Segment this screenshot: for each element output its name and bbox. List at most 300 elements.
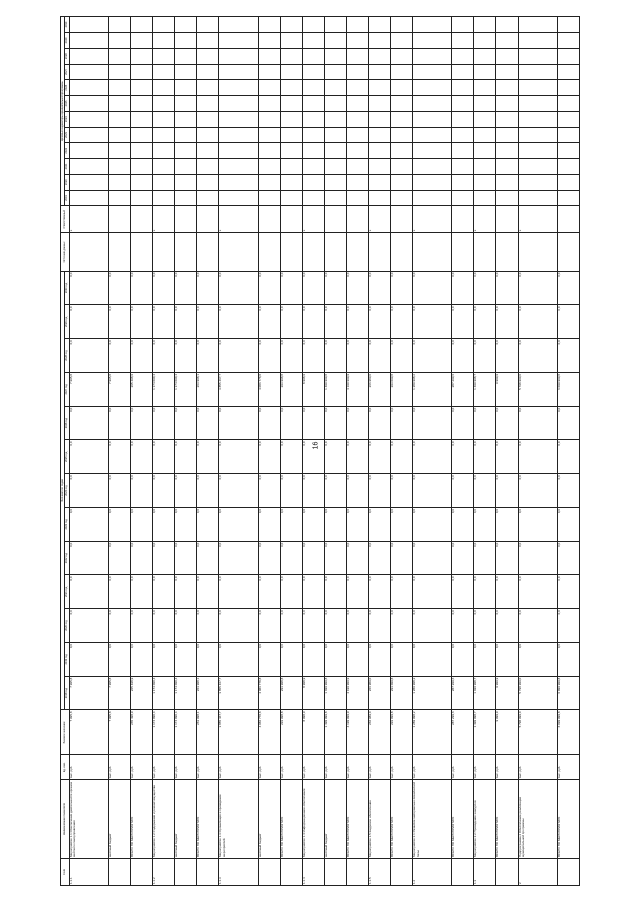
row-value: 0,0 xyxy=(302,474,324,508)
row-right-cell xyxy=(175,17,197,33)
row-value: 0,0 xyxy=(368,339,390,373)
row-right-cell xyxy=(413,111,452,127)
table-row xyxy=(324,17,346,886)
header-year-4: 2022 год xyxy=(65,541,69,575)
row-responsible xyxy=(258,206,280,233)
row-right-cell xyxy=(131,127,153,143)
row-responsible xyxy=(346,206,368,233)
row-right-cell xyxy=(69,96,108,112)
row-right-cell xyxy=(413,33,452,49)
row-code xyxy=(557,859,579,886)
row-right-cell xyxy=(557,80,579,96)
row-right-cell xyxy=(496,33,518,49)
row-unit: тыс. руб. xyxy=(131,755,153,780)
row-value: 7 995,8 xyxy=(108,676,130,710)
row-value: 0,0 xyxy=(258,440,280,474)
row-right-cell xyxy=(153,111,175,127)
row-right-cell xyxy=(108,64,130,80)
row-value: 0,0 xyxy=(557,406,579,440)
row-value: 0,0 xyxy=(557,609,579,643)
row-right-cell xyxy=(346,96,368,112)
row-right-cell xyxy=(219,111,258,127)
row-value: 6 099 999,8 xyxy=(557,676,579,710)
row-right-cell xyxy=(131,96,153,112)
row-right-cell xyxy=(69,174,108,190)
row-value: 0,0 xyxy=(452,406,474,440)
header-right-year-11: 2030 xyxy=(65,17,69,33)
row-value: 1 499 999,8 xyxy=(324,676,346,710)
row-value: 0,0 xyxy=(280,339,302,373)
table-row xyxy=(496,17,518,886)
row-value: 6 099 999,8 xyxy=(557,373,579,407)
row-value: 0,0 xyxy=(153,508,175,542)
row-code xyxy=(452,859,474,886)
row-value: 0,0 xyxy=(175,271,197,305)
row-base: 287 299,6 xyxy=(452,710,474,755)
row-name: Мероприятие 1.2 Содержание и ремонт имущества xyxy=(153,780,175,859)
row-right-cell xyxy=(346,127,368,143)
row-value: 0,0 xyxy=(219,541,258,575)
row-value: 0,0 xyxy=(391,643,413,677)
row-responsible xyxy=(496,206,518,233)
row-source xyxy=(197,233,219,271)
row-value: 0,0 xyxy=(391,339,413,373)
row-right-cell xyxy=(175,33,197,49)
row-value: 0,0 xyxy=(496,643,518,677)
row-name: Мероприятие 1.4 Информационное обеспечение xyxy=(302,780,324,859)
row-right-cell xyxy=(413,17,452,33)
header-right-year-9: 2028 xyxy=(65,48,69,64)
row-value: 3 855 467,7 xyxy=(219,676,258,710)
row-value: 0,0 xyxy=(324,474,346,508)
row-value: 0,0 xyxy=(197,474,219,508)
row-right-cell xyxy=(197,111,219,127)
row-unit: тыс. руб. xyxy=(69,755,108,780)
row-value: 0,0 xyxy=(153,643,175,677)
row-responsible: х xyxy=(474,206,496,233)
row-right-cell xyxy=(153,143,175,159)
row-value: 0,0 xyxy=(474,575,496,609)
row-value: 0,0 xyxy=(197,305,219,339)
row-right-cell xyxy=(346,159,368,175)
header-right-year-1: 2020 xyxy=(65,174,69,190)
row-name: местный бюджет xyxy=(175,780,197,859)
row-responsible xyxy=(557,206,579,233)
row-value: 0,0 xyxy=(153,474,175,508)
row-right-cell xyxy=(474,80,496,96)
row-right-cell xyxy=(302,190,324,206)
table-row xyxy=(280,17,302,886)
row-value: 0,0 xyxy=(557,541,579,575)
row-name: ВСЕГО ПО МЕРОПРИЯТИЮ xyxy=(346,780,368,859)
row-source xyxy=(258,233,280,271)
row-right-cell xyxy=(108,96,130,112)
table-row xyxy=(413,17,452,886)
row-source xyxy=(324,233,346,271)
row-right-cell xyxy=(346,80,368,96)
row-base: 6 099 999,8 xyxy=(557,710,579,755)
row-right-cell xyxy=(219,143,258,159)
row-right-cell xyxy=(324,33,346,49)
row-source xyxy=(368,233,390,271)
row-value: 0,0 xyxy=(413,575,452,609)
row-right-cell xyxy=(496,190,518,206)
row-value: 0,0 xyxy=(413,474,452,508)
row-value: 0,0 xyxy=(324,305,346,339)
row-value: 0,0 xyxy=(391,508,413,542)
row-value: 0,0 xyxy=(346,339,368,373)
row-value: 0,0 xyxy=(474,474,496,508)
row-value: 0,0 xyxy=(391,575,413,609)
row-right-cell xyxy=(496,143,518,159)
row-value: 293 099,8 xyxy=(391,676,413,710)
row-value: 0,0 xyxy=(258,305,280,339)
header-right-year-5: 2024 xyxy=(65,111,69,127)
row-right-cell xyxy=(452,80,474,96)
row-value: 0,0 xyxy=(108,339,130,373)
row-unit: тыс. руб. xyxy=(153,755,175,780)
row-right-cell xyxy=(391,33,413,49)
row-name: ВСЕГО ПО МЕРОПРИЯТИЮ xyxy=(557,780,579,859)
row-value: 263 998,1 xyxy=(197,676,219,710)
row-right-cell xyxy=(175,143,197,159)
row-value: 0,0 xyxy=(496,339,518,373)
row-value: 0,0 xyxy=(368,643,390,677)
table-row xyxy=(368,17,390,886)
row-value: 0,0 xyxy=(108,305,130,339)
row-value: 0,0 xyxy=(452,339,474,373)
row-value: 293 998,8 xyxy=(280,373,302,407)
row-right-cell xyxy=(219,48,258,64)
row-code xyxy=(175,859,197,886)
table-row xyxy=(131,17,153,886)
row-value: 0,0 xyxy=(175,474,197,508)
row-value: 0,0 xyxy=(324,541,346,575)
row-source xyxy=(474,233,496,271)
row-right-cell xyxy=(413,96,452,112)
row-right-cell xyxy=(302,80,324,96)
row-value: 0,0 xyxy=(413,508,452,542)
row-value: 0,0 xyxy=(452,305,474,339)
row-right-cell xyxy=(391,96,413,112)
row-value: 293 099,8 xyxy=(391,373,413,407)
row-source xyxy=(391,233,413,271)
row-value: 0,0 xyxy=(69,575,108,609)
row-value: 0,0 xyxy=(368,305,390,339)
row-right-cell xyxy=(452,190,474,206)
row-value: 7 995,8 xyxy=(69,676,108,710)
table-row xyxy=(258,17,280,886)
row-value: 0,0 xyxy=(368,440,390,474)
row-value: 0,0 xyxy=(280,271,302,305)
row-base: 5 798 999,0 xyxy=(518,710,557,755)
row-name: Подпрограмма 2 Обеспечение реализации муниципальной программы xyxy=(518,780,557,859)
row-right-cell xyxy=(518,159,557,175)
row-name: местный бюджет xyxy=(324,780,346,859)
row-base: 7 995,8 xyxy=(69,710,108,755)
row-right-cell xyxy=(219,17,258,33)
row-right-cell xyxy=(452,174,474,190)
row-value: 0,0 xyxy=(69,609,108,643)
row-right-cell xyxy=(518,33,557,49)
row-right-cell xyxy=(324,190,346,206)
row-right-cell xyxy=(413,190,452,206)
row-value: 0,0 xyxy=(302,609,324,643)
row-base: 4 086 778,8 xyxy=(258,710,280,755)
row-value: 0,0 xyxy=(452,508,474,542)
row-right-cell xyxy=(302,64,324,80)
row-value: 0,0 xyxy=(496,508,518,542)
row-value: 0,0 xyxy=(131,406,153,440)
row-name: Мероприятие 2.2 Проведение конкурсов xyxy=(474,780,496,859)
row-value: 0,0 xyxy=(258,575,280,609)
row-value: 0,0 xyxy=(346,440,368,474)
row-right-cell xyxy=(474,111,496,127)
row-responsible: х xyxy=(69,206,108,233)
row-value: 0,0 xyxy=(413,305,452,339)
row-code: 2 xyxy=(518,859,557,886)
row-right-cell xyxy=(175,159,197,175)
row-right-cell xyxy=(108,48,130,64)
row-right-cell xyxy=(302,17,324,33)
row-right-cell xyxy=(413,80,452,96)
row-right-cell xyxy=(391,143,413,159)
row-right-cell xyxy=(131,143,153,159)
header-code: Code xyxy=(61,859,70,886)
row-value: 0,0 xyxy=(219,508,258,542)
row-right-cell xyxy=(175,111,197,127)
row-value: 0,0 xyxy=(175,339,197,373)
row-right-cell xyxy=(452,48,474,64)
row-value: 0,0 xyxy=(131,271,153,305)
row-value: 0,0 xyxy=(153,339,175,373)
row-value: 0,0 xyxy=(197,271,219,305)
row-value: 0,0 xyxy=(474,541,496,575)
row-responsible xyxy=(175,206,197,233)
row-right-cell xyxy=(175,174,197,190)
row-right-cell xyxy=(474,64,496,80)
row-value: 0,0 xyxy=(258,541,280,575)
header-year-2: 2020 год xyxy=(65,609,69,643)
row-code: 1.1.3 xyxy=(219,859,258,886)
row-right-cell xyxy=(518,64,557,80)
row-right-cell xyxy=(346,48,368,64)
row-right-cell xyxy=(131,64,153,80)
table-row xyxy=(346,17,368,886)
row-right-cell xyxy=(258,143,280,159)
row-right-cell xyxy=(197,143,219,159)
row-source xyxy=(346,233,368,271)
row-name: местный бюджет xyxy=(108,780,130,859)
row-right-cell xyxy=(324,96,346,112)
row-value: 0,0 xyxy=(346,305,368,339)
row-name: ВСЕГО ПО МЕРОПРИЯТИЮ xyxy=(280,780,302,859)
row-value: 0,0 xyxy=(131,575,153,609)
row-right-cell xyxy=(197,174,219,190)
header-year-11: 2029 год xyxy=(65,305,69,339)
row-value: 0,0 xyxy=(197,643,219,677)
row-value: 265 498,9 xyxy=(131,373,153,407)
table-row xyxy=(175,17,197,886)
row-value: 0,0 xyxy=(518,305,557,339)
row-value: 0,0 xyxy=(368,575,390,609)
row-right-cell xyxy=(452,127,474,143)
row-value: 0,0 xyxy=(346,541,368,575)
table-body xyxy=(69,17,579,886)
row-value: 0,0 xyxy=(557,305,579,339)
header-right-year-8: 2027 xyxy=(65,64,69,80)
row-source xyxy=(413,233,452,271)
row-responsible: х xyxy=(219,206,258,233)
row-right-cell xyxy=(280,64,302,80)
row-right-cell xyxy=(518,111,557,127)
row-value: 0,0 xyxy=(175,440,197,474)
row-code xyxy=(496,859,518,886)
row-value: 0,0 xyxy=(197,508,219,542)
row-right-cell xyxy=(518,17,557,33)
row-responsible xyxy=(324,206,346,233)
row-source xyxy=(452,233,474,271)
row-value: 0,0 xyxy=(175,541,197,575)
row-right-cell xyxy=(258,17,280,33)
row-right-cell xyxy=(197,48,219,64)
row-source xyxy=(108,233,130,271)
row-right-cell xyxy=(518,143,557,159)
row-value: 0,0 xyxy=(175,643,197,677)
row-right-cell xyxy=(452,17,474,33)
row-value: 1 174 090,4 xyxy=(153,676,175,710)
row-right-cell xyxy=(69,48,108,64)
row-value: 0,0 xyxy=(175,406,197,440)
row-base: 293 998,8 xyxy=(280,710,302,755)
row-value: 0,0 xyxy=(474,271,496,305)
row-right-cell xyxy=(496,48,518,64)
row-base: 293 099,8 xyxy=(391,710,413,755)
header-year-3: 2021 год xyxy=(65,575,69,609)
row-right-cell xyxy=(368,64,390,80)
row-value: 1 174 090,4 xyxy=(175,676,197,710)
header-right-year-10: 2029 xyxy=(65,33,69,49)
row-unit: тыс. руб. xyxy=(219,755,258,780)
row-value: 0,0 xyxy=(153,541,175,575)
row-value: 0,0 xyxy=(496,440,518,474)
row-value: 0,0 xyxy=(368,474,390,508)
row-value: 0,0 xyxy=(496,305,518,339)
row-value: 0,0 xyxy=(452,271,474,305)
row-base: 7 995,8 xyxy=(108,710,130,755)
row-right-cell xyxy=(346,143,368,159)
row-unit: тыс. руб. xyxy=(368,755,390,780)
row-right-cell xyxy=(280,111,302,127)
row-name: ВСЕГО ПО МЕРОПРИЯТИЮ xyxy=(496,780,518,859)
row-base: 1 499 998,7 xyxy=(474,710,496,755)
row-right-cell xyxy=(496,64,518,80)
row-right-cell xyxy=(391,111,413,127)
row-right-cell xyxy=(197,96,219,112)
table-row xyxy=(557,17,579,886)
row-value: 0,0 xyxy=(219,305,258,339)
row-right-cell xyxy=(474,48,496,64)
row-value: 0,0 xyxy=(108,508,130,542)
row-value: 0,0 xyxy=(413,609,452,643)
row-value: 0,0 xyxy=(280,609,302,643)
row-right-cell xyxy=(302,159,324,175)
row-code: 1.1.5 xyxy=(368,859,390,886)
row-value: 0,0 xyxy=(219,609,258,643)
row-value: 0,0 xyxy=(131,474,153,508)
row-right-cell xyxy=(219,174,258,190)
row-value: 0,0 xyxy=(324,339,346,373)
row-value: 0,0 xyxy=(69,271,108,305)
row-value: 0,0 xyxy=(368,541,390,575)
row-value: 0,0 xyxy=(131,508,153,542)
row-code xyxy=(197,859,219,886)
row-right-cell xyxy=(557,174,579,190)
row-value: 0,0 xyxy=(518,406,557,440)
row-value: 0,0 xyxy=(474,305,496,339)
row-right-cell xyxy=(219,190,258,206)
row-right-cell xyxy=(413,174,452,190)
row-right-cell xyxy=(108,159,130,175)
row-right-cell xyxy=(153,48,175,64)
row-value: 0,0 xyxy=(197,575,219,609)
row-value: 0,0 xyxy=(474,339,496,373)
row-base: 4 199 999,9 xyxy=(346,710,368,755)
row-right-cell xyxy=(197,127,219,143)
row-right-cell xyxy=(69,190,108,206)
table-row xyxy=(474,17,496,886)
row-source xyxy=(302,233,324,271)
row-value: 0,0 xyxy=(280,406,302,440)
row-value: 0,0 xyxy=(368,609,390,643)
row-value: 0,0 xyxy=(324,575,346,609)
row-right-cell xyxy=(197,17,219,33)
row-value: 0,0 xyxy=(69,643,108,677)
row-value: 0,0 xyxy=(557,339,579,373)
header-source: Источник данных xyxy=(61,233,70,271)
row-name: ВСЕГО ПО МЕРОПРИЯТИЮ xyxy=(391,780,413,859)
row-responsible: х xyxy=(413,206,452,233)
table-row xyxy=(69,17,108,886)
row-value: 0,0 xyxy=(413,643,452,677)
row-source xyxy=(280,233,302,271)
row-right-cell xyxy=(391,127,413,143)
row-value: 0,0 xyxy=(324,440,346,474)
row-base: 1 499 999,8 xyxy=(324,710,346,755)
row-right-cell xyxy=(452,159,474,175)
row-unit: тыс. руб. xyxy=(518,755,557,780)
row-right-cell xyxy=(153,127,175,143)
table-row xyxy=(518,17,557,886)
row-value: 0,0 xyxy=(258,609,280,643)
header-year-0: 2018 год xyxy=(65,676,69,710)
row-value: 0,0 xyxy=(391,271,413,305)
row-value: 0,0 xyxy=(108,474,130,508)
row-value: 0,0 xyxy=(69,474,108,508)
row-value: 0,0 xyxy=(153,305,175,339)
row-right-cell xyxy=(197,159,219,175)
row-right-cell xyxy=(175,64,197,80)
row-value: 0,0 xyxy=(258,339,280,373)
row-unit: тыс. руб. xyxy=(452,755,474,780)
row-value: 0,0 xyxy=(324,609,346,643)
row-right-cell xyxy=(474,33,496,49)
row-value: 0,0 xyxy=(346,474,368,508)
header-right-year-0: 2019 xyxy=(65,190,69,206)
row-value: 0,0 xyxy=(302,508,324,542)
row-right-cell xyxy=(197,64,219,80)
row-value: 0,0 xyxy=(346,575,368,609)
